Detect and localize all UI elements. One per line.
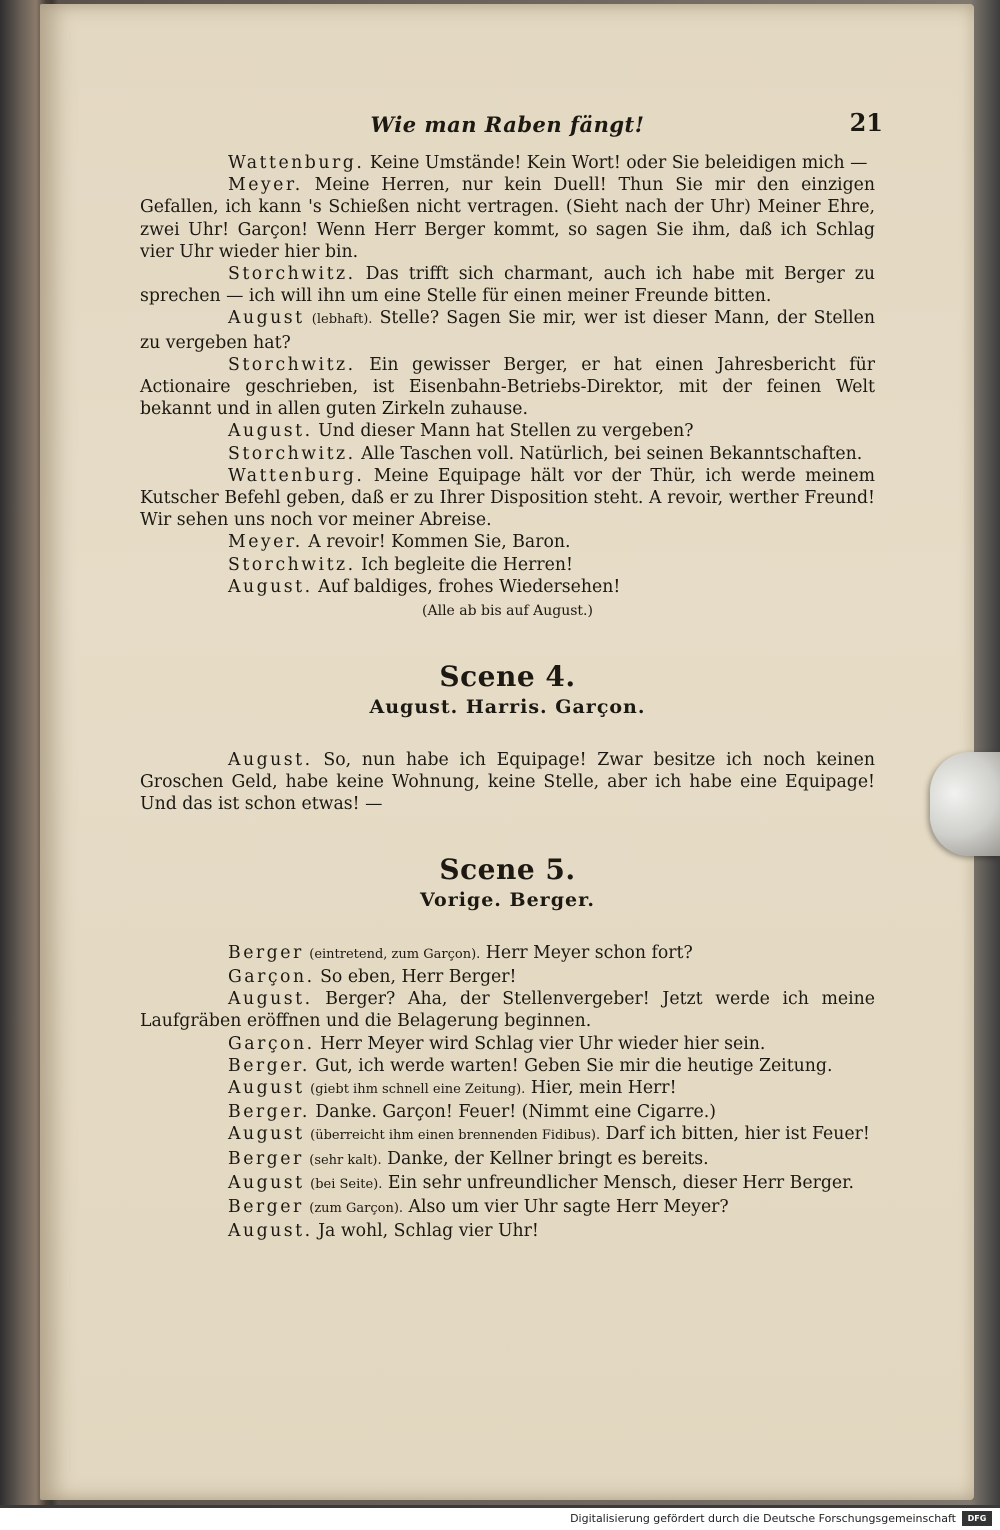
speaker-name: Meyer.	[228, 532, 303, 553]
speaker-name: Storchwitz.	[228, 264, 356, 285]
speaker-name: August.	[228, 576, 313, 597]
page-number: 21	[849, 108, 883, 137]
dialogue-line	[140, 443, 875, 465]
dialogue-line	[140, 152, 875, 174]
stage-direction: (eintretend, zum Garçon).	[309, 946, 481, 962]
line-text: Gut, ich werde warten! Geben Sie mir die heutige Zeitung.	[315, 1055, 833, 1076]
line-text: Und dieser Mann hat Stellen zu vergeben?	[318, 421, 694, 442]
line-text: Auf baldiges, frohes Wiedersehen!	[318, 576, 621, 597]
stage-direction: (bei Seite).	[310, 1176, 383, 1192]
line-text: Darf ich bitten, hier ist Feuer!	[605, 1124, 870, 1145]
speaker-name: Berger	[228, 942, 304, 963]
line-text: Das trifft sich charmant, auch ich habe mit Berger zu sprechen — ich will ihn um eine Stelle für einen meiner Freunde bitten.	[140, 264, 875, 307]
dialogue-line	[140, 354, 875, 421]
line-text: Danke, der Kellner bringt es bereits.	[387, 1148, 709, 1169]
line-text: Meine Equipage hält vor der Thür, ich werde meinem Kutscher Befehl geben, daß er zu Ihrer Disposition steht. A revoir, werther Freund! Wir sehen uns noch vor meiner Abreise.	[140, 465, 875, 531]
scene-title: Scene 5.	[439, 853, 576, 887]
scene-cast: August. Harris. Garçon.	[369, 696, 646, 719]
dialogue-line	[140, 531, 875, 553]
line-text: Ja wohl, Schlag vier Uhr!	[318, 1221, 539, 1242]
speaker-name: August	[228, 1077, 305, 1098]
dialogue-line	[140, 465, 875, 532]
line-text: Ein gewisser Berger, er hat einen Jahresbericht für Actionaire geschrieben, ist Eisenbahn-Betriebs-Direktor, mit der feinen Welt bekannt und in allen guten Zirkeln zuhause.	[140, 354, 875, 420]
speaker-name: August	[228, 1124, 305, 1145]
dialogue-line	[140, 1196, 875, 1220]
line-text: Also um vier Uhr sagte Herr Meyer?	[408, 1196, 729, 1217]
dialogue-line	[140, 942, 875, 966]
speaker-name: August	[228, 1172, 305, 1193]
dialogue-line	[140, 554, 875, 576]
stage-direction: (überreicht ihm einen brennenden Fidibus).	[310, 1128, 601, 1144]
line-text: So, nun habe ich Equipage! Zwar besitze ich noch keinen Groschen Geld, habe keine Wohnung, keine Stelle, aber ich habe eine Equipage! Und das ist schon etwas! —	[140, 749, 875, 815]
speaker-name: Meyer.	[228, 175, 303, 196]
speaker-name: Berger	[228, 1148, 304, 1169]
exit-stage-direction: (Alle ab bis auf August.)	[422, 603, 593, 620]
scene-5	[140, 853, 875, 1242]
line-text: Herr Meyer schon fort?	[485, 942, 693, 963]
dialogue-line	[140, 1101, 875, 1123]
dialogue-line	[140, 1055, 875, 1077]
line-text: Berger? Aha, der Stellenvergeber! Jetzt werde ich meine Laufgräben eröffnen und die Belagerung beginnen.	[140, 989, 875, 1032]
line-text: Alle Taschen voll. Natürlich, bei seinen Bekanntschaften.	[361, 443, 863, 464]
dfg-logo: DFG	[962, 1511, 992, 1526]
line-text: Ein sehr unfreundlicher Mensch, dieser Herr Berger.	[387, 1172, 854, 1193]
page-turn-handle[interactable]	[930, 752, 1000, 856]
dialogue-line	[140, 576, 875, 598]
line-text: Stelle? Sagen Sie mir, wer ist dieser Mann, der Stellen zu vergeben hat?	[140, 308, 876, 353]
dialogue-line	[140, 1148, 875, 1172]
funding-credit: Digitalisierung gefördert durch die Deutsche Forschungsgemeinschaft	[570, 1512, 956, 1525]
line-text: Herr Meyer wird Schlag vier Uhr wieder hier sein.	[320, 1033, 766, 1054]
speaker-name: Berger	[228, 1196, 304, 1217]
dialogue-line	[140, 1077, 875, 1101]
line-text: Keine Umstände! Kein Wort! oder Sie beleidigen mich —	[369, 153, 868, 173]
line-text: A revoir! Kommen Sie, Baron.	[308, 532, 571, 553]
speaker-name: August.	[228, 421, 313, 442]
speaker-name: Wattenburg.	[228, 465, 365, 486]
speaker-name: Wattenburg.	[228, 153, 365, 173]
dialogue-line	[140, 307, 875, 353]
line-text: Hier, mein Herr!	[530, 1077, 677, 1098]
speaker-name: Berger.	[228, 1055, 310, 1076]
scene-4	[140, 660, 875, 815]
speaker-name: August.	[228, 1221, 313, 1242]
dialogue-line	[140, 174, 875, 263]
speaker-name: Berger.	[228, 1102, 310, 1123]
dialogue-line	[140, 966, 875, 988]
speaker-name: Storchwitz.	[228, 554, 356, 575]
dialogue-line	[140, 420, 875, 442]
line-text: Meine Herren, nur kein Duell! Thun Sie mir den einzigen Gefallen, ich kann 's Schießen nicht vertragen. (Sieht nach der Uhr) Meiner Ehre, zwei Uhr! Garçon! Wenn Herr Berger kommt, so sagen Sie ihm, daß ich Schlag vier Uhr wieder hier bin.	[140, 175, 875, 262]
dialogue-line	[140, 749, 875, 816]
running-title: Wie man Raben fängt!	[370, 112, 645, 137]
dialogue-line	[140, 1123, 875, 1147]
page-header	[140, 102, 883, 152]
speaker-name: Storchwitz.	[228, 354, 356, 375]
speaker-name: August	[228, 308, 305, 329]
speaker-name: August.	[228, 749, 313, 770]
footer-bar	[0, 1508, 1000, 1530]
speaker-name: Garçon.	[228, 966, 315, 987]
stage-direction: (lebhaft).	[311, 312, 373, 328]
stage-direction: (sehr kalt).	[309, 1152, 382, 1168]
line-text: Ich begleite die Herren!	[361, 554, 573, 575]
speaker-name: Storchwitz.	[228, 443, 356, 464]
dialogue-line	[140, 263, 875, 307]
speaker-name: Garçon.	[228, 1033, 315, 1054]
line-text: So eben, Herr Berger!	[320, 966, 517, 987]
dialogue-line	[140, 1172, 875, 1196]
scene-title: Scene 4.	[439, 660, 576, 694]
line-text: Danke. Garçon! Feuer! (Nimmt eine Cigarre.)	[315, 1102, 716, 1123]
dialogue-line	[140, 988, 875, 1032]
dialogue-block-1	[140, 152, 875, 622]
dialogue-line	[140, 1033, 875, 1055]
page-text	[140, 102, 883, 1242]
dialogue-line	[140, 1220, 875, 1242]
stage-direction: (giebt ihm schnell eine Zeitung).	[310, 1081, 526, 1097]
scene-cast: Vorige. Berger.	[420, 889, 595, 912]
stage-direction: (zum Garçon).	[309, 1200, 404, 1216]
speaker-name: August.	[228, 989, 313, 1010]
